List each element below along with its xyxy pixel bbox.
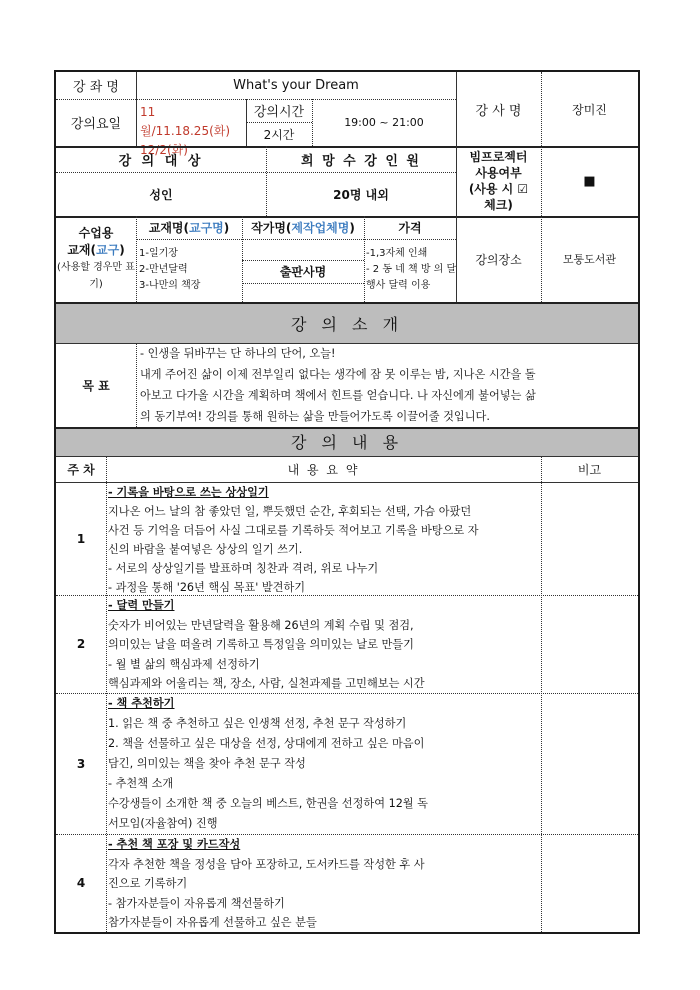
materials-label-note: (사용할 경우만 표기): [57, 262, 135, 290]
beam-check-mark: ■: [583, 173, 596, 189]
schedule-label-text: 강의요일: [70, 117, 122, 132]
capacity-value: [266, 172, 456, 216]
grid-line: [136, 72, 137, 146]
venue-label: 강의장소: [475, 252, 522, 267]
week-content: [108, 694, 540, 834]
materials-label: [56, 216, 136, 302]
price-item: 행사 달력 이용: [366, 280, 431, 291]
target-value-text: 성인: [149, 187, 173, 202]
beam-label-line1: 빔프로젝터: [469, 150, 528, 164]
week-line: 지나온 어느 날의 참 좋았던 일, 뿌듯했던 순간, 후회되는 선택, 가슴 아팠던: [108, 505, 472, 518]
week-line: 각자 추천한 책을 정성을 담아 포장하고, 도서카드를 작성한 후 사: [108, 857, 425, 871]
grid-line: [312, 99, 313, 146]
week-title: - 추천 책 포장 및 카드작성: [108, 838, 241, 851]
content-section-header: 강 의 내 용: [56, 427, 638, 456]
schedule-dates: [140, 103, 244, 157]
grid-line: [242, 216, 243, 302]
beam-label-line2: 사용여부: [475, 166, 522, 180]
grid-line: [56, 456, 638, 457]
target-value: [56, 172, 266, 216]
material-items-list: [139, 246, 241, 300]
grid-line: [136, 239, 456, 240]
week-title: - 기록을 바탕으로 쓰는 상상일기: [108, 486, 269, 499]
publisher-label: 출판사명: [279, 265, 327, 279]
week-line: 신의 바람을 붙여넣은 상상의 일기 쓰기.: [108, 543, 303, 556]
grid-line: [56, 595, 638, 596]
col-material-name: 교재명( 교구명 ): [148, 220, 230, 235]
week-line: - 월 별 삶의 핵심과제 선정하기: [108, 657, 260, 671]
grid-line: [364, 216, 365, 302]
schedule-label: [56, 99, 136, 146]
grid-line: [136, 343, 137, 427]
week-number: 2: [76, 637, 86, 651]
week-line: 담긴, 의미있는 책을 찾아 추천 문구 작성: [108, 757, 306, 770]
beam-projector-checkbox[interactable]: [541, 146, 638, 216]
col-summary: 내 용 요 약: [287, 462, 360, 477]
grid-line: [56, 834, 638, 835]
time-range-text: 19:00 ~ 21:00: [344, 116, 424, 129]
grid-line: [541, 456, 542, 932]
week-line: - 과정을 통해 '26년 핵심 목표' 발견하기: [108, 581, 306, 594]
week-line: - 참가자분들이 자유롭게 책선물하기: [108, 896, 285, 910]
beam-label-line3: (사용 시 ☑: [468, 182, 529, 196]
price-item: -1,3자체 인쇄: [366, 248, 428, 259]
schedule-dates-line1: 11월/11.18.25(화): [140, 105, 231, 138]
week-line: 핵심과제와 어울리는 책, 장소, 사람, 실천과제를 고민해보는 시간: [108, 677, 425, 690]
week-content: [108, 483, 540, 595]
duration-text: 2시간: [263, 127, 295, 142]
grid-line: [56, 693, 638, 694]
instructor-label: [456, 72, 541, 146]
grid-line: [242, 283, 364, 284]
week-number: 1: [76, 531, 86, 546]
col-price: 가격: [398, 221, 422, 235]
week-line: 사건 등 기억을 더듬어 사실 그대로를 기록하듯 적어보고 기록을 바탕으로 자: [108, 524, 479, 537]
grid-line: [56, 302, 638, 304]
price-list: [366, 246, 456, 300]
week-title: - 책 추천하기: [108, 697, 175, 710]
course-name-value: [136, 72, 456, 99]
capacity-value-text: 20명 내외: [333, 187, 389, 202]
grid-line: [136, 216, 137, 302]
material-item: 3-나만의 책장: [139, 280, 201, 291]
col-week: 주 차: [67, 462, 95, 477]
price-item: - 2 동 네 책 방 의 달: [366, 264, 456, 275]
grid-line: [56, 482, 638, 483]
week-line: - 서로의 상상일기를 발표하며 칭찬과 격려, 위로 나누기: [108, 562, 379, 575]
grid-line: [56, 99, 456, 100]
goal-line: 의 동기부여! 강의를 통해 원하는 삶을 만들어가도록 이끌어줄 것입니다.: [140, 410, 490, 423]
goal-line: 내게 주어진 삶이 이제 전부일리 없다는 생각에 잠 못 이루는 밤, 지나온 시간을 돌: [140, 368, 536, 381]
grid-line: [56, 216, 638, 218]
duration-value: [246, 122, 312, 146]
intro-section-header: 강 의 소 개: [56, 303, 638, 343]
time-range-value: [312, 99, 456, 146]
week-line: 숫자가 비어있는 만년달력을 활용해 26년의 계획 수립 및 점검,: [108, 618, 414, 632]
week-line: - 추천책 소개: [108, 777, 174, 790]
grid-line: [246, 99, 247, 146]
grid-line: [56, 172, 456, 173]
grid-line: [56, 427, 638, 429]
goal-line: - 인생을 뒤바꾸는 단 하나의 단어, 오늘!: [140, 347, 336, 360]
schedule-dates-line2: 12/2(화): [140, 143, 188, 157]
goal-line: 아보고 다가올 시간을 계획하며 책에서 힌트를 얻습니다. 나 자신에게 불어넣는 삶: [140, 389, 536, 402]
week-line: 서모임(자율참여) 진행: [108, 817, 218, 830]
capacity-label-text: 희 망 수 강 인 원: [301, 153, 421, 169]
week-line: 2. 책을 선물하고 싶은 대상을 선정, 상대에게 전하고 싶은 마음이: [108, 737, 425, 750]
grid-line: [456, 72, 457, 302]
col-note: 비고: [577, 462, 602, 477]
grid-line: [106, 456, 107, 932]
goal-label: 목 표: [82, 378, 110, 393]
grid-line: [242, 260, 364, 261]
week-content: [108, 835, 540, 932]
grid-line: [56, 146, 638, 148]
week-line: 수강생들이 소개한 책 중 오늘의 베스트, 한권을 선정하여 12월 독: [108, 797, 428, 810]
time-label-text: 강의시간: [253, 105, 305, 120]
grid-line: [56, 343, 638, 344]
material-item: 2-만년달력: [139, 264, 188, 275]
materials-label-line2: 교재(교구): [67, 243, 125, 257]
week-number: 3: [76, 756, 86, 771]
course-name-label: [56, 72, 136, 99]
grid-line: [246, 122, 312, 123]
grid-line: [541, 72, 542, 302]
material-item: 1-일기장: [139, 248, 178, 259]
week-line: 1. 읽은 책 중 추천하고 싶은 인생책 선정, 추천 문구 작성하기: [108, 717, 407, 730]
target-label-text: 강 의 대 상: [118, 153, 204, 169]
capacity-label: [266, 146, 456, 172]
course-name-text: What's your Dream: [233, 78, 359, 93]
week-title: - 달력 만들기: [108, 599, 175, 612]
week-number: 4: [76, 876, 86, 890]
grid-line: [266, 146, 267, 216]
col-author-name: 작가명( 제작업체명 ): [251, 220, 355, 235]
week-line: 참가자분들이 자유롭게 선물하고 싶은 분들: [108, 916, 317, 929]
goal-text: [140, 343, 636, 427]
instructor-name: 장미진: [572, 102, 607, 117]
time-label: [246, 99, 312, 122]
instructor-label-text: 강 사 명: [475, 103, 522, 119]
course-name-label-text: 강 좌 명: [73, 80, 119, 95]
materials-label-line1: 수업용: [78, 226, 114, 240]
beam-projector-label: [456, 146, 541, 216]
week-content: [108, 596, 540, 693]
week-line: 의미있는 날을 떠올려 기록하고 특정일을 의미있는 날로 만들기: [108, 638, 414, 651]
target-label: [56, 146, 266, 172]
beam-label-line4: 체크): [484, 198, 513, 212]
venue-value: 모퉁도서관: [562, 253, 617, 266]
week-line: 진으로 기록하기: [108, 877, 188, 890]
instructor-value: [541, 72, 638, 146]
